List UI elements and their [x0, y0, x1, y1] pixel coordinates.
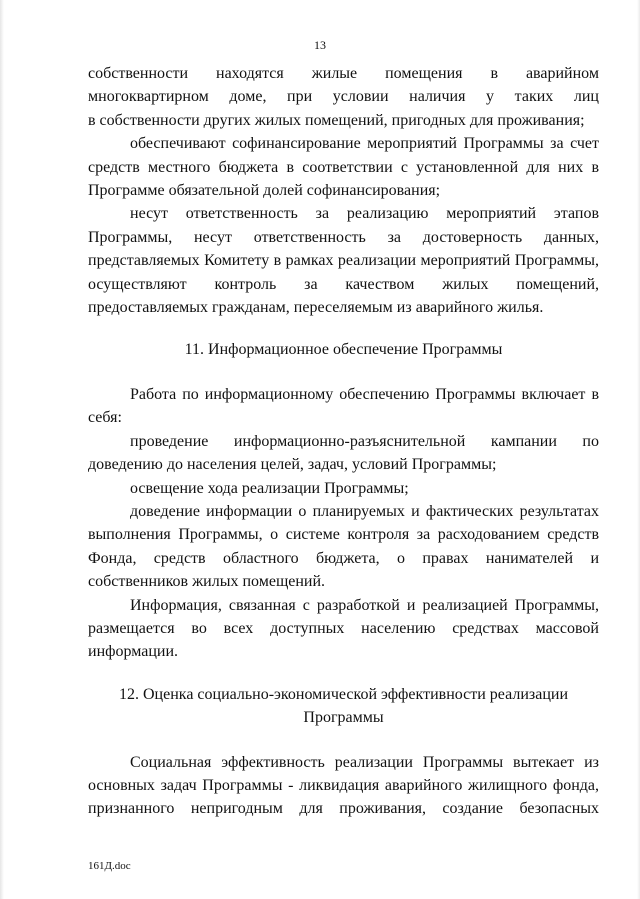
paragraph-cofinancing: обеспечивают софинансирование мероприятий Программы за счет средств местного бюджета в соответствии с установленной для них в Программе обязательной долей софинансирования;: [88, 135, 599, 200]
paragraph-coverage: освещение хода реализации Программы;: [130, 479, 409, 497]
paragraph-responsibility: несут ответственность за реализацию мероприятий этапов Программы, несут ответственность за достоверность данных, представляемых Комитету в рамках реализации мероприятий Программы, осуществляют контроль за качеством жилых помещений, предоставляемых гражданам, переселяемым из аварийного жилья.: [88, 205, 599, 317]
paragraph-social-efficiency: Социальная эффективность реализации Программы вытекает из основных задач Программы - ликвидация аварийного жилищного фонда, признанного непригодным для проживания, создание безопасных: [88, 753, 599, 818]
paragraph-campaign: проведение информационно-разъяснительной кампании по доведению до населения целей, задач, условий Программы;: [88, 432, 599, 474]
section-11-heading: 11. Информационное обеспечение Программы: [184, 341, 503, 359]
intro-line-2: многоквартирном доме, при условии наличия у таких лиц: [88, 88, 599, 106]
intro-line-1: собственности находятся жилые помещения в аварийном: [88, 65, 599, 82]
section-12-heading-line-1: 12. Оценка социально-экономической эффективности реализации: [119, 685, 568, 703]
paragraph-results: доведение информации о планируемых и фактических результатах выполнения Программы, о системе контроля за расходованием средств Фонда, средств областного бюджета, о правах нанимателей и собственников жилых помещений.: [88, 502, 599, 591]
paragraph-media: Информация, связанная с разработкой и реализацией Программы, размещается во всех доступных населению средствах массовой информации.: [88, 596, 599, 661]
document-body: [88, 62, 599, 821]
section-12-heading: [88, 683, 599, 730]
scan-edge-left: [0, 0, 4, 899]
paragraph-info-intro: Работа по информационному обеспечению Программы включает в себя:: [88, 385, 599, 427]
page-number: 13: [314, 38, 326, 52]
footer-filename: 161Д.doc: [88, 860, 131, 872]
section-12-heading-line-2: Программы: [303, 709, 384, 727]
intro-line-3: в собственности других жилых помещений, пригодных для проживания;: [88, 111, 585, 129]
